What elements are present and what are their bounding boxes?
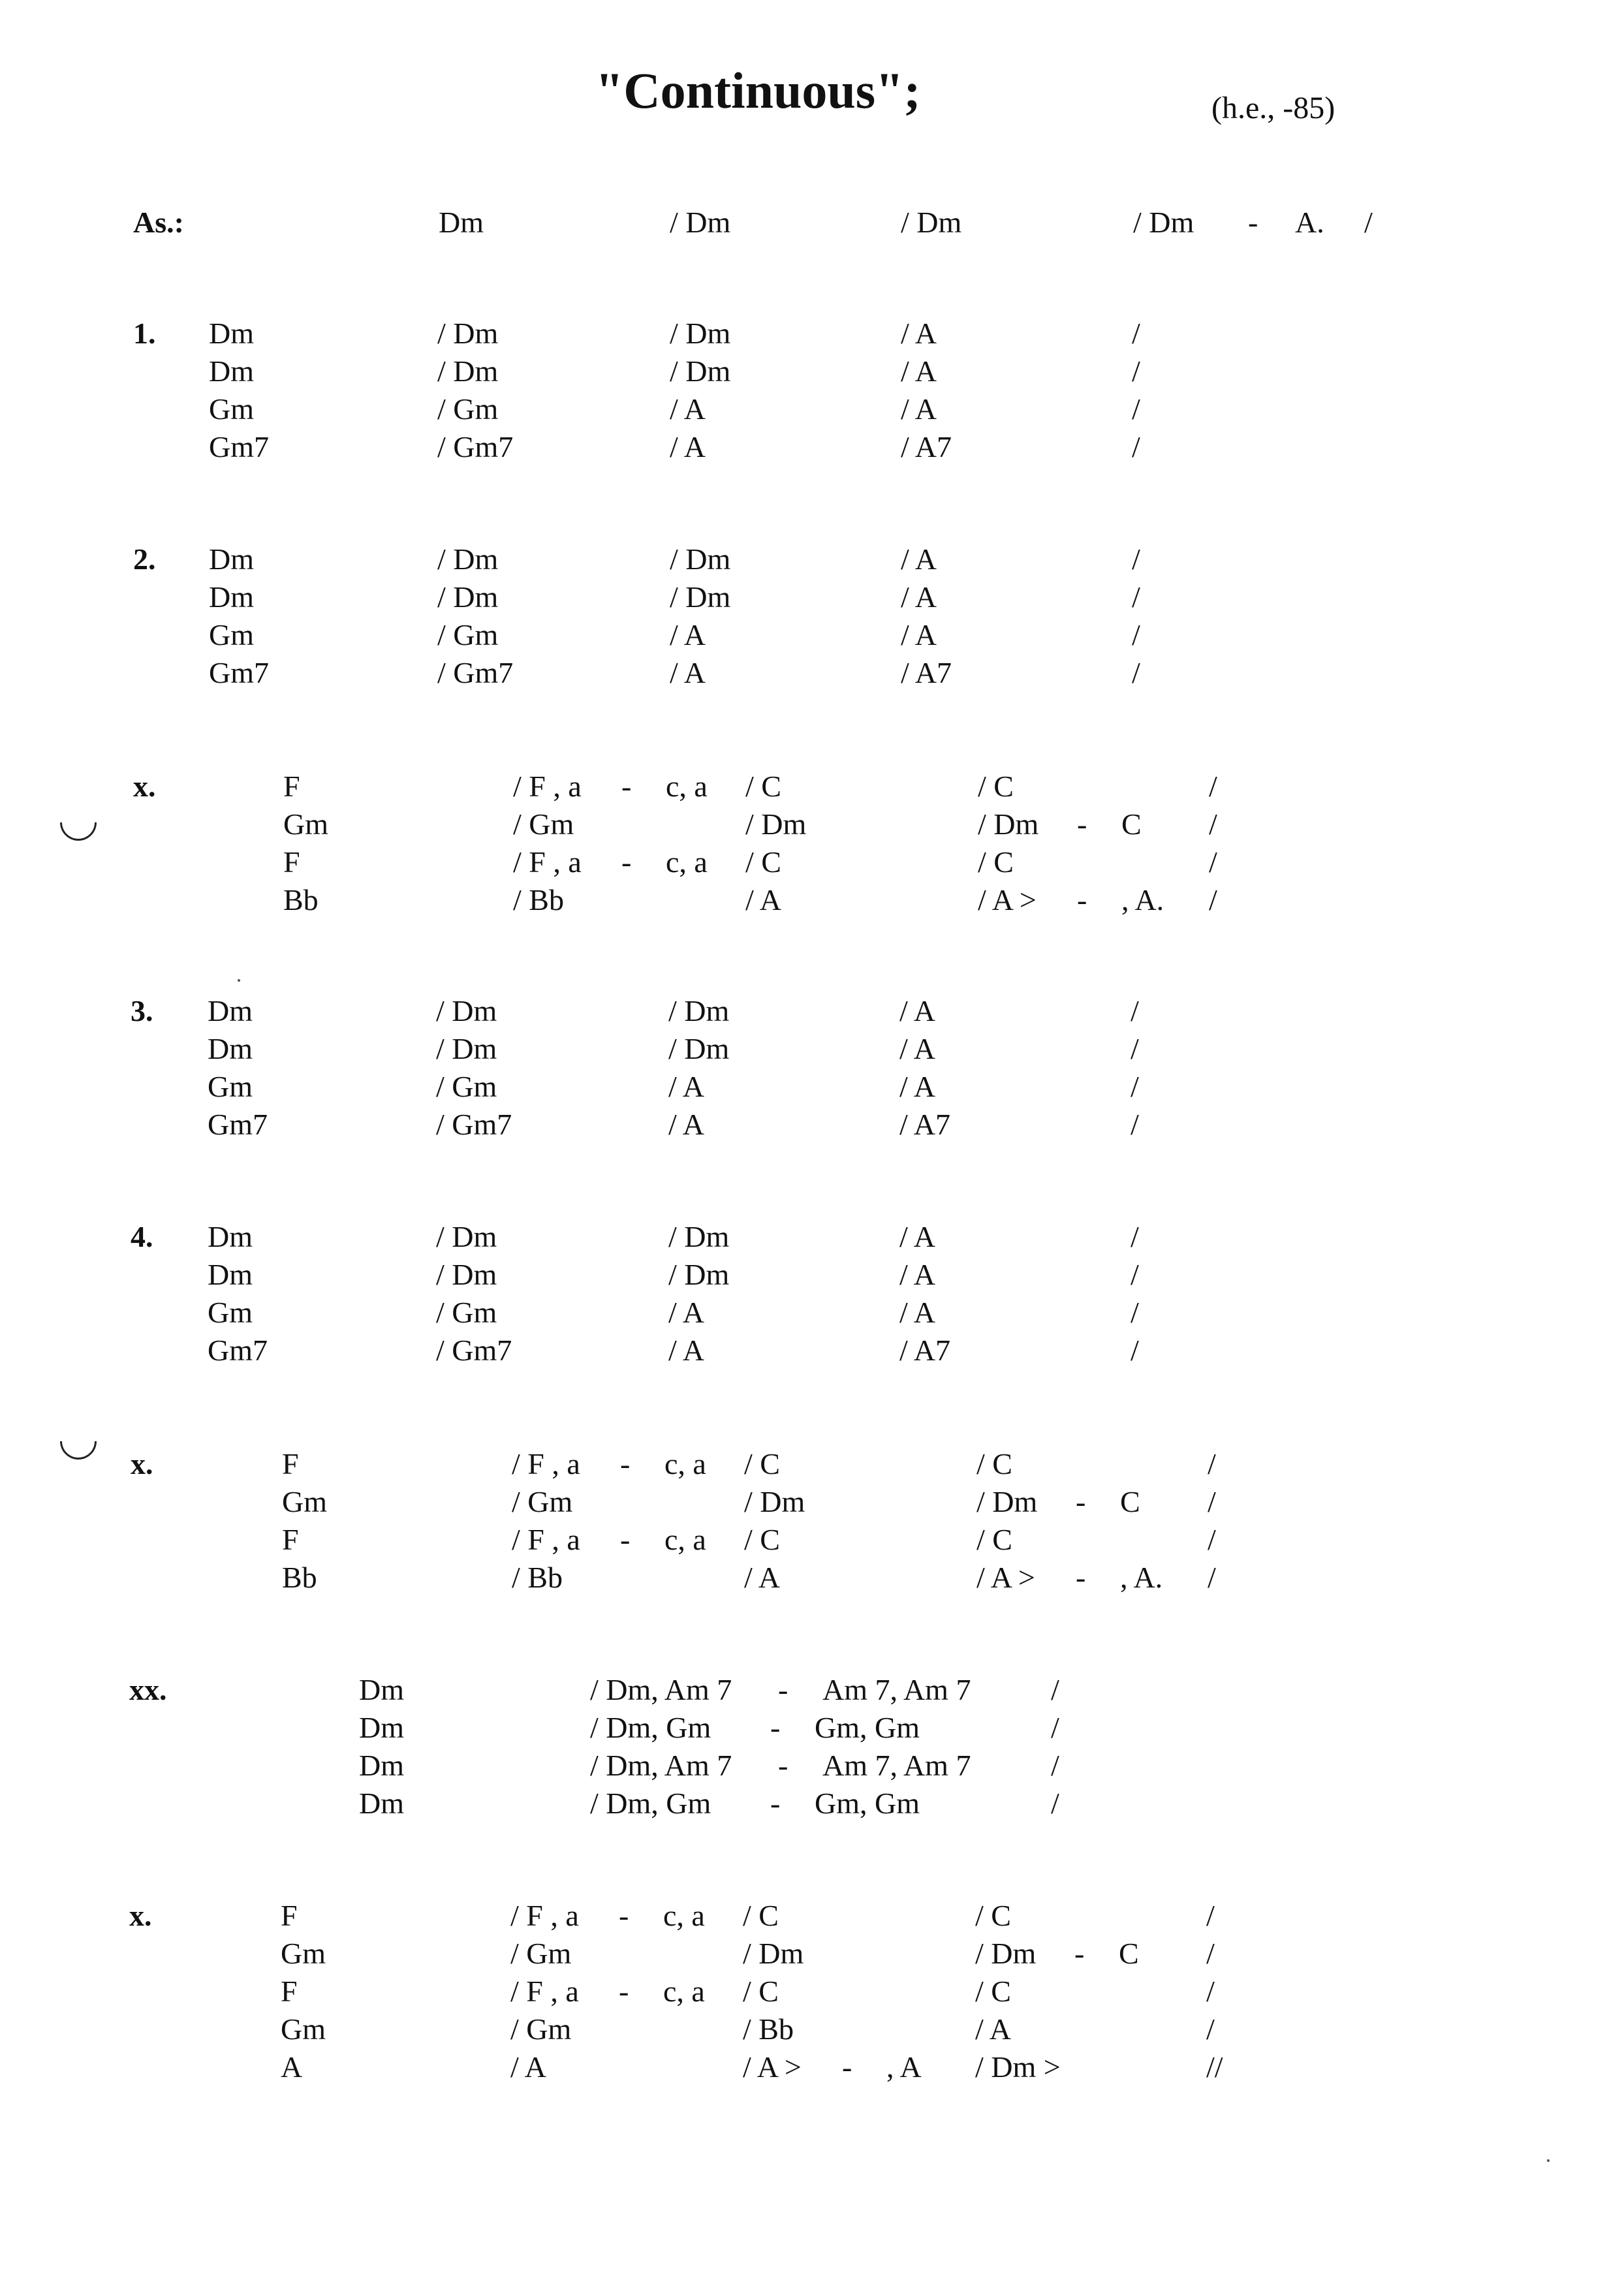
chord-cell: - — [1077, 883, 1087, 916]
chord-cell: / Dm — [436, 1032, 497, 1065]
chord-cell: // — [1206, 2050, 1223, 2084]
chord-cell: / — [1051, 1711, 1059, 1744]
chord-cell: / — [1131, 1220, 1139, 1253]
chord-cell: c, a — [664, 1523, 706, 1556]
chord-cell: / Bb — [743, 2012, 794, 2046]
chord-cell: / — [1051, 1673, 1059, 1706]
chord-line — [0, 1935, 1624, 1973]
chord-cell: / A7 — [899, 1108, 950, 1141]
chord-cell: / A — [899, 1258, 935, 1291]
chord-cell: / Dm — [1133, 206, 1195, 239]
chord-cell: / A > — [743, 2050, 802, 2084]
chord-cell: / Dm — [975, 1937, 1037, 1970]
scan-speck — [238, 979, 240, 982]
chord-cell: / — [1208, 1447, 1216, 1480]
chord-cell: / A7 — [899, 1334, 950, 1367]
chord-cell: / F , a — [513, 845, 582, 879]
chord-line — [0, 315, 1624, 352]
chord-cell: / C — [745, 770, 781, 803]
chord-line — [0, 1973, 1624, 2010]
chord-line — [0, 1445, 1624, 1483]
chord-cell: / A — [745, 883, 781, 916]
chord-cell: / Dm — [745, 807, 807, 841]
chord-cell: / — [1131, 1258, 1139, 1291]
chord-line — [0, 654, 1624, 692]
chord-cell: / Gm7 — [436, 1334, 512, 1367]
chord-cell: Gm — [208, 1296, 253, 1329]
chord-cell: / C — [975, 1899, 1011, 1932]
chord-cell: Gm, Gm — [815, 1711, 920, 1744]
chord-cell: / — [1131, 1334, 1139, 1367]
chord-cell: Gm — [209, 618, 254, 651]
chord-cell: / — [1206, 1937, 1215, 1970]
chord-cell: / Dm — [743, 1937, 804, 1970]
chord-cell: / A — [899, 1070, 935, 1103]
chord-line — [0, 1218, 1624, 1256]
chord-cell: - — [1076, 1561, 1086, 1594]
chord-cell: A. — [1295, 206, 1324, 239]
chord-cell: Bb — [282, 1561, 317, 1594]
section-label: 4. — [131, 1220, 153, 1253]
chord-cell: / Dm, Am 7 — [590, 1749, 732, 1782]
chord-line — [0, 1897, 1624, 1935]
chord-cell: / C — [976, 1447, 1012, 1480]
chord-cell: / Dm — [670, 354, 731, 388]
chord-cell: Dm — [359, 1673, 404, 1706]
chord-cell: / A — [668, 1334, 704, 1367]
chord-cell: / A — [899, 1220, 935, 1253]
chord-cell: - — [770, 1711, 781, 1744]
chord-cell: c, a — [664, 1447, 706, 1480]
chord-cell: F — [283, 845, 300, 879]
chord-cell: / A7 — [901, 430, 952, 463]
chord-line — [0, 992, 1624, 1030]
chord-cell: Dm — [359, 1749, 404, 1782]
chord-line — [0, 352, 1624, 390]
chord-cell: / F , a — [510, 1975, 579, 2008]
chord-line — [0, 428, 1624, 466]
chord-cell: / A > — [978, 883, 1037, 916]
chord-line — [0, 1671, 1624, 1709]
chord-cell: / — [1131, 994, 1139, 1027]
chord-cell: / — [1132, 656, 1140, 689]
section-label: x. — [131, 1447, 153, 1480]
chord-cell: / — [1131, 1032, 1139, 1065]
chord-line — [0, 1785, 1624, 1822]
chord-line — [0, 390, 1624, 428]
chord-cell: / C — [744, 1523, 780, 1556]
chord-cell: C — [1120, 1485, 1140, 1518]
chord-cell: / Dm — [436, 1258, 497, 1291]
chord-cell: / Gm — [437, 392, 499, 426]
chord-cell: / Dm — [668, 1220, 730, 1253]
chord-cell: / Gm — [437, 618, 499, 651]
chord-cell: / — [1209, 845, 1217, 879]
chord-cell: - — [778, 1673, 789, 1706]
chord-cell: / C — [978, 845, 1014, 879]
chord-cell: / F , a — [512, 1447, 580, 1480]
chord-cell: - — [620, 1447, 631, 1480]
chord-cell: / — [1051, 1749, 1059, 1782]
chord-cell: - — [770, 1787, 781, 1820]
chord-line — [0, 1068, 1624, 1106]
chord-cell: / Dm — [976, 1485, 1038, 1518]
chord-cell: / — [1208, 1523, 1216, 1556]
chord-cell: - — [621, 845, 632, 879]
chord-cell: Am 7, Am 7 — [822, 1673, 971, 1706]
chord-cell: c, a — [666, 845, 708, 879]
chord-cell: c, a — [663, 1975, 705, 2008]
chord-cell: c, a — [666, 770, 708, 803]
chord-cell: / F , a — [510, 1899, 579, 1932]
chord-cell: Dm — [208, 1258, 253, 1291]
chord-cell: - — [1077, 807, 1087, 841]
chord-line — [0, 843, 1624, 881]
chord-cell: / Dm — [670, 317, 731, 350]
chord-cell: / A — [899, 994, 935, 1027]
chord-cell: / — [1131, 1108, 1139, 1141]
chord-line — [0, 540, 1624, 578]
chord-cell: Gm7 — [208, 1334, 268, 1367]
chord-cell: c, a — [663, 1899, 705, 1932]
chord-cell: / A — [744, 1561, 780, 1594]
chord-cell: / Dm, Gm — [590, 1711, 711, 1744]
chord-cell: / Dm — [668, 1032, 730, 1065]
chord-cell: / Bb — [512, 1561, 563, 1594]
song-title: "Continuous"; — [595, 62, 921, 119]
chord-line — [0, 1106, 1624, 1144]
chord-cell: A — [281, 2050, 303, 2084]
chord-cell: / Gm — [436, 1296, 497, 1329]
chord-cell: / — [1206, 1975, 1215, 2008]
chord-cell: / — [1132, 317, 1140, 350]
chord-cell: / Dm — [670, 580, 731, 614]
chord-cell: / A — [975, 2012, 1011, 2046]
chord-cell: / Dm > — [975, 2050, 1061, 2084]
chord-cell: Gm7 — [208, 1108, 268, 1141]
chord-cell: / — [1206, 2012, 1215, 2046]
chord-cell: / A7 — [901, 656, 952, 689]
chord-cell: / Gm — [436, 1070, 497, 1103]
scan-speck — [1547, 2159, 1550, 2162]
chord-cell: - — [620, 1523, 631, 1556]
chord-cell: / A — [670, 618, 706, 651]
chord-cell: / A — [510, 2050, 546, 2084]
chord-cell: Dm — [209, 317, 254, 350]
chord-cell: / Dm — [437, 317, 499, 350]
chord-cell: / Dm — [668, 994, 730, 1027]
chord-cell: / — [1364, 206, 1373, 239]
chord-cell: / — [1208, 1485, 1216, 1518]
chord-cell: / A — [668, 1070, 704, 1103]
chord-cell: / A — [899, 1032, 935, 1065]
chord-cell: / Dm — [744, 1485, 805, 1518]
chord-cell: / Gm7 — [437, 430, 514, 463]
section-label: As.: — [133, 206, 184, 239]
chord-cell: / — [1132, 430, 1140, 463]
chord-cell: / Gm — [510, 1937, 572, 1970]
chord-line — [0, 1747, 1624, 1785]
chord-cell: - — [1076, 1485, 1086, 1518]
chord-cell: / — [1051, 1787, 1059, 1820]
section-label: x. — [133, 770, 156, 803]
chord-cell: - — [1248, 206, 1258, 239]
chord-cell: / Dm, Am 7 — [590, 1673, 732, 1706]
chord-cell: / Dm — [901, 206, 962, 239]
chord-cell: / Dm — [978, 807, 1039, 841]
chord-cell: Bb — [283, 883, 319, 916]
chord-cell: Dm — [439, 206, 484, 239]
chord-cell: Dm — [208, 994, 253, 1027]
chord-cell: / C — [743, 1899, 779, 1932]
chord-line — [0, 1030, 1624, 1068]
chord-cell: / — [1209, 770, 1217, 803]
chord-cell: / — [1209, 807, 1217, 841]
chord-cell: Gm — [281, 1937, 326, 1970]
chord-cell: / Gm7 — [437, 656, 514, 689]
chord-cell: / F , a — [513, 770, 582, 803]
chord-line — [0, 1256, 1624, 1294]
chord-cell: / C — [743, 1975, 779, 2008]
chord-cell: Dm — [359, 1787, 404, 1820]
chord-line — [0, 1294, 1624, 1332]
chord-cell: / A — [668, 1108, 704, 1141]
section-label: 1. — [133, 317, 156, 350]
chord-cell: / A — [901, 542, 937, 576]
chord-cell: Gm — [283, 807, 328, 841]
chord-cell: Dm — [208, 1220, 253, 1253]
chord-cell: / Dm — [437, 542, 499, 576]
chord-line — [0, 881, 1624, 919]
chord-cell: / A — [901, 317, 937, 350]
chord-cell: / — [1208, 1561, 1216, 1594]
section-label: 2. — [133, 542, 156, 576]
chord-cell: / — [1132, 618, 1140, 651]
chord-cell: / — [1131, 1296, 1139, 1329]
chord-cell: / — [1132, 542, 1140, 576]
section-label: 3. — [131, 994, 153, 1027]
chord-line — [0, 1559, 1624, 1597]
chord-cell: Gm — [281, 2012, 326, 2046]
chord-cell: F — [283, 770, 300, 803]
chord-cell: / A — [901, 392, 937, 426]
chord-cell: C — [1121, 807, 1142, 841]
chord-cell: / Dm — [668, 1258, 730, 1291]
chord-cell: - — [778, 1749, 789, 1782]
chord-cell: Gm7 — [209, 430, 269, 463]
chord-cell: / A — [670, 392, 706, 426]
chord-cell: / C — [744, 1447, 780, 1480]
chord-cell: , A. — [1120, 1561, 1163, 1594]
chord-cell: / C — [975, 1975, 1011, 2008]
section-label: xx. — [129, 1673, 167, 1706]
chord-cell: , A — [886, 2050, 922, 2084]
chord-cell: - — [1074, 1937, 1085, 1970]
chord-cell: / A — [668, 1296, 704, 1329]
chord-cell: / Bb — [513, 883, 564, 916]
chord-cell: F — [282, 1447, 299, 1480]
chord-line — [0, 578, 1624, 616]
chord-line — [0, 805, 1624, 843]
chord-cell: Dm — [359, 1711, 404, 1744]
chord-cell: Dm — [209, 354, 254, 388]
section-label: x. — [129, 1899, 152, 1932]
chord-cell: Dm — [209, 580, 254, 614]
chord-cell: F — [282, 1523, 299, 1556]
chord-cell: Am 7, Am 7 — [822, 1749, 971, 1782]
chord-cell: Gm7 — [209, 656, 269, 689]
chord-cell: / — [1131, 1070, 1139, 1103]
chord-cell: / Dm — [437, 354, 499, 388]
chord-cell: Gm — [208, 1070, 253, 1103]
chord-cell: / — [1132, 392, 1140, 426]
chord-cell: / A — [670, 656, 706, 689]
chord-cell: / Gm — [512, 1485, 573, 1518]
chord-line — [0, 204, 1624, 242]
chord-cell: / — [1206, 1899, 1215, 1932]
chord-cell: / A — [901, 618, 937, 651]
chord-cell: / — [1209, 883, 1217, 916]
chord-line — [0, 1483, 1624, 1521]
chord-cell: / C — [976, 1523, 1012, 1556]
chord-cell: Gm — [282, 1485, 327, 1518]
chord-line — [0, 1332, 1624, 1369]
chord-line — [0, 1521, 1624, 1559]
chord-cell: / A — [901, 580, 937, 614]
chord-cell: - — [619, 1899, 629, 1932]
chord-line — [0, 2010, 1624, 2048]
chord-cell: Gm, Gm — [815, 1787, 920, 1820]
author-credit: (h.e., -85) — [1211, 91, 1335, 125]
chord-line — [0, 1709, 1624, 1747]
chord-line — [0, 2048, 1624, 2086]
chord-cell: / Gm — [513, 807, 574, 841]
chord-cell: / Dm — [437, 580, 499, 614]
chord-cell: / A — [899, 1296, 935, 1329]
chord-cell: - — [619, 1975, 629, 2008]
chord-cell: - — [621, 770, 632, 803]
chord-cell: C — [1119, 1937, 1139, 1970]
chord-cell: / Dm — [436, 1220, 497, 1253]
chord-cell: , A. — [1121, 883, 1164, 916]
chord-cell: / C — [978, 770, 1014, 803]
chord-cell: / Dm, Gm — [590, 1787, 711, 1820]
chord-cell: F — [281, 1975, 298, 2008]
chord-cell: / F , a — [512, 1523, 580, 1556]
chord-line — [0, 616, 1624, 654]
chord-cell: / Dm — [436, 994, 497, 1027]
chord-cell: / — [1132, 580, 1140, 614]
chord-cell: F — [281, 1899, 298, 1932]
chord-cell: / A — [670, 430, 706, 463]
chord-cell: / A — [901, 354, 937, 388]
chord-cell: Gm — [209, 392, 254, 426]
chord-cell: Dm — [208, 1032, 253, 1065]
chord-cell: / Dm — [670, 542, 731, 576]
chord-cell: / C — [745, 845, 781, 879]
chord-cell: / Gm7 — [436, 1108, 512, 1141]
chord-cell: / Gm — [510, 2012, 572, 2046]
chord-cell: / — [1132, 354, 1140, 388]
chord-cell: / Dm — [670, 206, 731, 239]
chord-cell: / A > — [976, 1561, 1035, 1594]
chord-cell: - — [842, 2050, 852, 2084]
chord-line — [0, 768, 1624, 805]
chord-cell: Dm — [209, 542, 254, 576]
